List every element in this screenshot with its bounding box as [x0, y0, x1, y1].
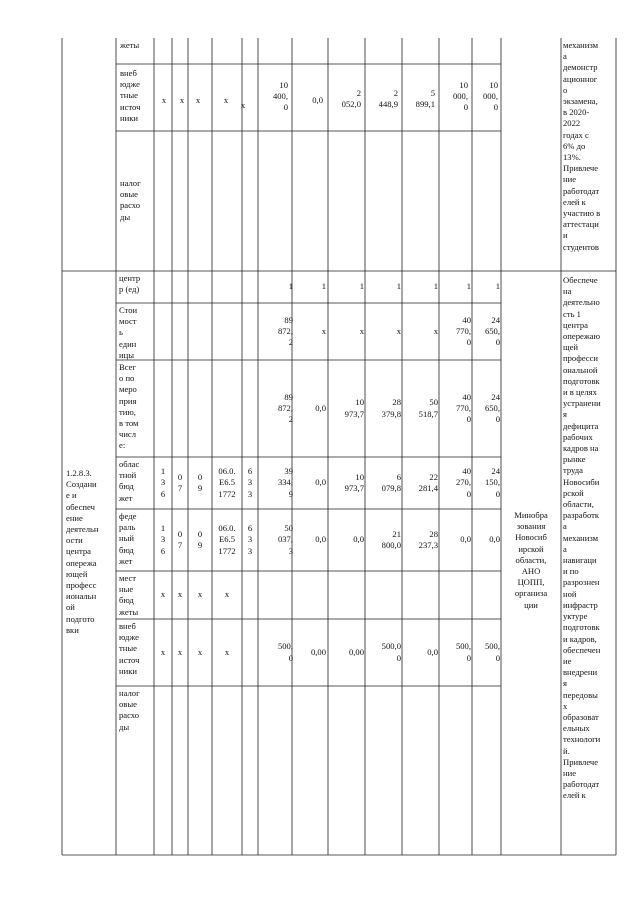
cell-executor: Минобра зования Новосиб ирской области, АНО ЦОПП, организа ции: [514, 510, 548, 610]
row-value-cell: 6 079,8: [381, 471, 401, 493]
cell-value: 0,0: [312, 95, 323, 105]
row-value-cell: 500, 0: [484, 641, 500, 663]
row-value-cell: 1: [321, 281, 326, 292]
row-value-cell: 0,0: [315, 477, 326, 488]
row-source-label: облас тной бюд жет: [119, 459, 140, 503]
row-value-cell: 1: [359, 281, 364, 292]
cell-code-x: x: [161, 95, 167, 105]
row-code-cell: x: [197, 646, 203, 657]
row-value-cell: x: [396, 325, 401, 336]
row-value-cell: 0,0: [353, 534, 364, 545]
row-source-label: Всег о по меро прия тию, в том числ е:: [119, 362, 139, 451]
row-value-cell: 21 800,0: [381, 528, 401, 550]
row-code-cell: 06.0. E6.5 1772: [218, 466, 236, 499]
cell-value: 10 000, 0: [452, 80, 468, 113]
cell-value: 2 448,9: [378, 88, 398, 110]
row-source-label: налог овые расхо ды: [119, 688, 140, 732]
row-code-cell: x: [224, 589, 230, 600]
cell-result-text: механизм а демонстр ационног о экзамена, в 2020- 2022 годах с 6% до 13%. Привлече ние работодат елей к участию в аттестаци и студентов: [563, 40, 601, 252]
row-value-cell: 0,0: [489, 534, 500, 545]
row-code-cell: x: [177, 646, 183, 657]
row-code-cell: x: [160, 589, 166, 600]
row-value-cell: 24 650, 0: [484, 314, 500, 348]
row-code-cell: 1 3 6: [160, 523, 166, 556]
row-value-cell: 40 770, 0: [455, 391, 471, 425]
row-value-cell: 24 150, 0: [484, 466, 500, 499]
row-code-cell: 06.0. E6.5 1772: [218, 523, 236, 556]
row-value-cell: 28 379,8: [381, 397, 401, 419]
row-source-label: внеб юдже тные источ ники: [119, 621, 140, 676]
cell-result-text: Обеспече на деятельно сть 1 центра опережаю щей професси ональной подготовк и в целях устранени я дефицита рабочих кадров на рынке труда Новосиби рской области, разработк а механизм а навигаци и по разрознен ной инфрастр уктуре подготовк и кадров, обеспечен ие внедрени я передовы х образоват ельных технологи й. Привлече ние работодат елей к: [563, 275, 601, 801]
row-value-cell: x: [433, 325, 438, 336]
cell-activity-name: 1.2.8.3. Создани е и обеспеч ение деятельн ости центра опережа ющей професс иональн ой подгото вки: [66, 468, 99, 635]
row-value-cell: 0,0: [427, 646, 438, 657]
row-value-cell: 1: [433, 281, 438, 292]
cell-source-label: жеты: [120, 40, 140, 50]
row-code-cell: x: [160, 646, 166, 657]
row-value-cell: 89 872, 2: [277, 391, 293, 425]
cell-value: 5 899,1: [415, 88, 435, 110]
row-value-cell: 10 973,7: [344, 397, 364, 419]
row-code-cell: 0 9: [197, 471, 203, 493]
row-value-cell: 1: [396, 281, 401, 292]
row-code-cell: 6 3 3: [247, 523, 253, 556]
cell-code-x: x: [240, 100, 246, 110]
row-value-cell: 500, 0: [277, 641, 293, 663]
row-value-cell: 0,00: [310, 646, 326, 657]
row-code-cell: x: [177, 589, 183, 600]
cell-value: 10 400, 0: [272, 80, 288, 113]
cell-value: 10 000, 0: [482, 80, 498, 113]
row-source-label: центр р (ед): [119, 273, 141, 295]
row-value-cell: 0,0: [460, 534, 471, 545]
cell-value: 2 052,0: [341, 88, 361, 110]
row-value-cell: 500,0 0: [381, 641, 401, 663]
row-value-cell: x: [359, 325, 364, 336]
cell-code-x: x: [179, 95, 185, 105]
row-value-cell: 10 973,7: [344, 471, 364, 493]
row-code-cell: 0 7: [177, 528, 183, 550]
cell-source-label: внеб юдже тные источ ники: [120, 68, 141, 123]
row-value-cell: 28 237,3: [418, 528, 438, 550]
row-value-cell: 0,0: [315, 402, 326, 413]
row-code-cell: 0 9: [197, 528, 203, 550]
row-value-cell: 50 037, 3: [277, 523, 293, 556]
row-value-cell: 40 770, 0: [455, 314, 471, 348]
row-value-cell: 89 872, 2: [277, 314, 293, 348]
row-value-cell: 1: [288, 281, 293, 292]
row-source-label: мест ные бюд жеты: [119, 573, 139, 617]
row-code-cell: x: [197, 589, 203, 600]
row-value-cell: 1: [495, 281, 500, 292]
row-code-cell: 6 3 3: [247, 466, 253, 499]
cell-code-x: x: [223, 95, 229, 105]
row-code-cell: 1 3 6: [160, 466, 166, 499]
row-value-cell: 0,00: [348, 646, 364, 657]
row-value-cell: 50 518,7: [418, 397, 438, 419]
row-source-label: феде раль ный бюд жет: [119, 511, 137, 566]
row-value-cell: x: [321, 325, 326, 336]
cell-source-label: налог овые расхо ды: [120, 178, 141, 222]
row-value-cell: 1: [466, 281, 471, 292]
row-value-cell: 0,0: [315, 534, 326, 545]
row-value-cell: 22 281,4: [418, 471, 438, 493]
row-value-cell: 39 334, 9: [277, 466, 293, 499]
row-code-cell: 0 7: [177, 471, 183, 493]
row-code-cell: x: [224, 646, 230, 657]
row-source-label: Стои мост ь един ицы: [119, 305, 138, 360]
row-value-cell: 24 650, 0: [484, 391, 500, 425]
row-value-cell: 500, 0: [455, 641, 471, 663]
row-value-cell: 40 270, 0: [455, 466, 471, 499]
cell-code-x: x: [195, 95, 201, 105]
